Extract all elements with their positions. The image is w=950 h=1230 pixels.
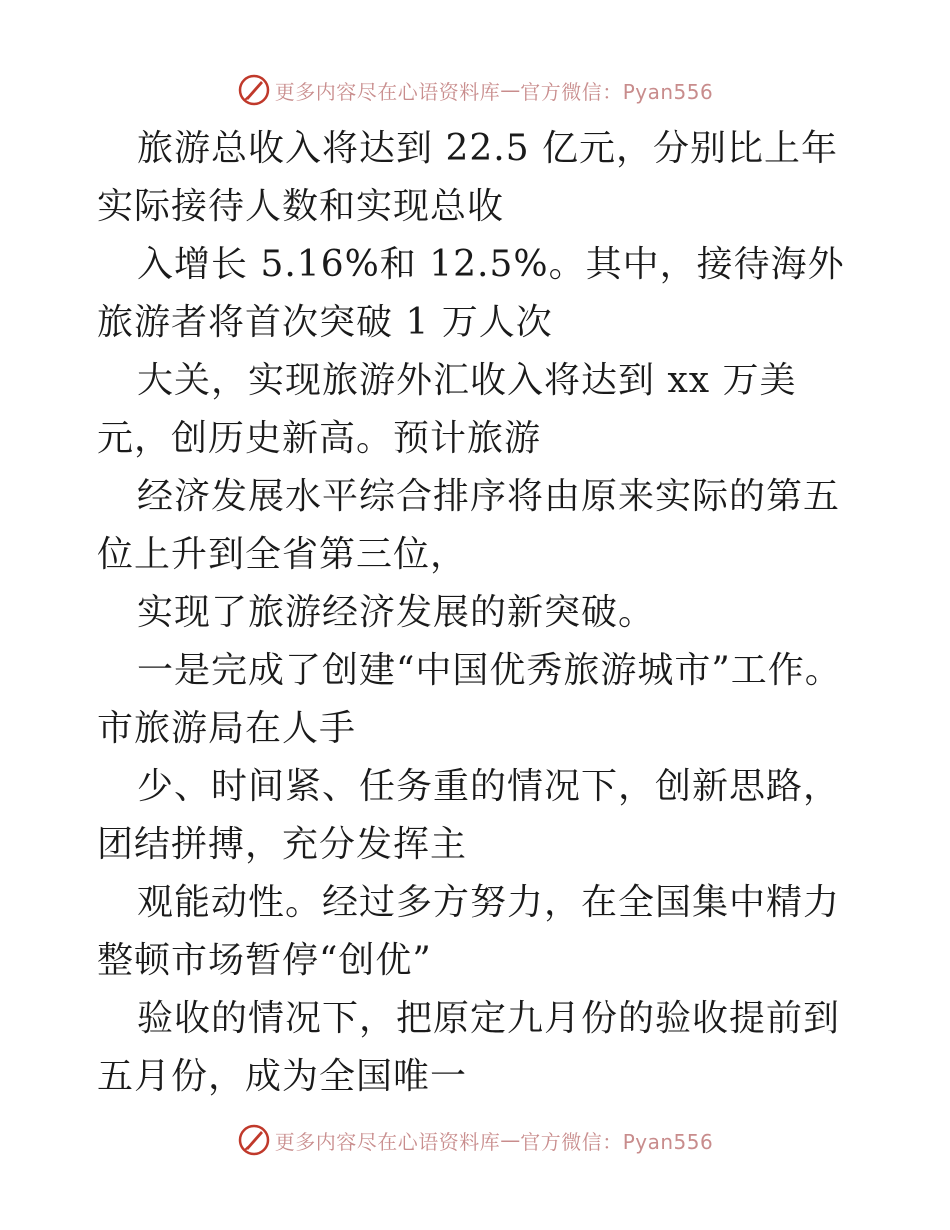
footer-banner xyxy=(0,1120,950,1160)
banner-separator: — xyxy=(500,78,521,102)
footer-title: 更多内容尽在心语资料库 xyxy=(274,1129,501,1154)
document-body xyxy=(97,120,857,1106)
paragraph: 少、时间紧、任务重的情况下，创新思路，团结拼搏，充分发挥主 xyxy=(97,766,841,865)
paragraph: 入增长 5.16%和 12.5%。其中，接待海外旅游者将首次突破 1 万人次 xyxy=(97,244,845,343)
footer-contact: 官方微信：Pyan556 xyxy=(520,1129,714,1154)
paragraph: 实现了旅游经济发展的新突破。 xyxy=(137,592,656,633)
banner-title: 更多内容尽在心语资料库 xyxy=(274,79,501,104)
banner-contact: 官方微信：Pyan556 xyxy=(520,79,714,104)
paragraph: 经济发展水平综合排序将由原来实际的第五位上升到全省第三位， xyxy=(97,476,841,575)
footer-separator: — xyxy=(500,1128,521,1152)
paragraph: 观能动性。经过多方努力，在全国集中精力整顿市场暂停“创优” xyxy=(97,882,841,981)
quill-pen-icon xyxy=(237,73,271,107)
header-banner xyxy=(0,70,950,110)
paragraph: 一是完成了创建“中国优秀旅游城市”工作。市旅游局在人手 xyxy=(97,650,842,749)
paragraph: 大关，实现旅游外汇收入将达到 xx 万美元，创历史新高。预计旅游 xyxy=(97,360,797,459)
quill-pen-icon xyxy=(237,1123,271,1157)
paragraph: 旅游总收入将达到 22.5 亿元，分别比上年实际接待人数和实现总收 xyxy=(97,128,839,227)
paragraph: 验收的情况下，把原定九月份的验收提前到五月份，成为全国唯一 xyxy=(97,998,841,1097)
